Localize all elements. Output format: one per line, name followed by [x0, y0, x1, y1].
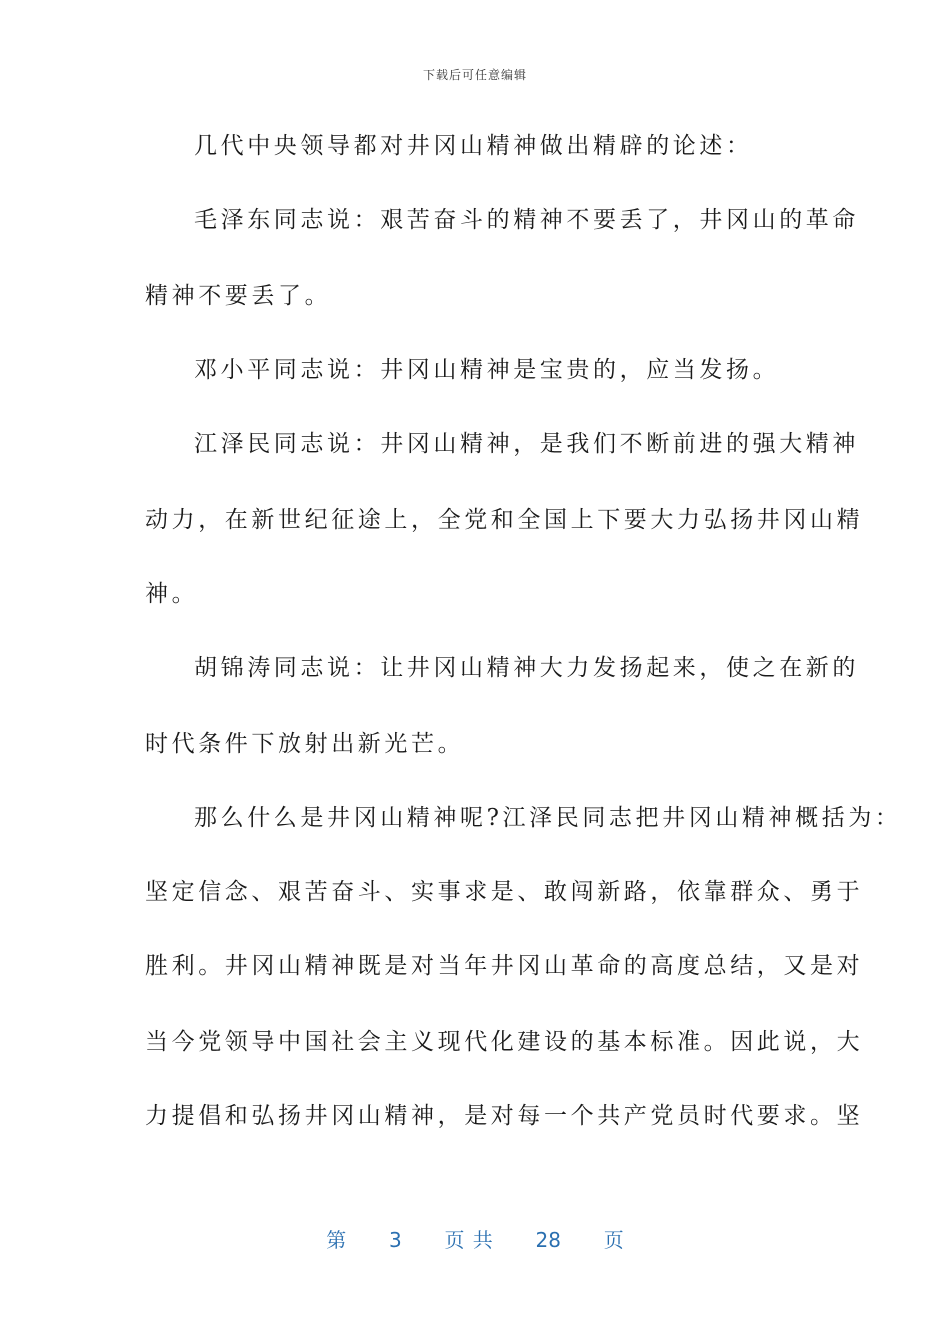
page-mid-label: 页 共: [444, 1228, 493, 1252]
text-line: 力提倡和弘扬井冈山精神，是对每一个共产党员时代要求。坚: [145, 1103, 864, 1129]
text-line: 毛泽东同志说：艰苦奋斗的精神不要丢了，井冈山的革命: [194, 207, 859, 233]
text-line: 坚定信念、艰苦奋斗、实事求是、敢闯新路，依靠群众、勇于: [145, 879, 864, 905]
text-line: 几代中央领导都对井冈山精神做出精辟的论述：: [194, 133, 753, 159]
text-line: 神。: [145, 581, 199, 607]
text-line: 时代条件下放射出新光芒。: [145, 731, 465, 757]
text-line: 江泽民同志说：井冈山精神，是我们不断前进的强大精神: [194, 431, 859, 457]
page-prefix: 第: [326, 1228, 347, 1252]
text-line: 邓小平同志说：井冈山精神是宝贵的，应当发扬。: [194, 357, 780, 383]
total-pages-number: 28: [535, 1228, 561, 1252]
text-line: 胜利。井冈山精神既是对当年井冈山革命的高度总结，又是对: [145, 953, 864, 979]
text-line: 胡锦涛同志说：让井冈山精神大力发扬起来，使之在新的: [194, 655, 859, 681]
text-line: 那么什么是井冈山精神呢?江泽民同志把井冈山精神概括为：: [194, 805, 902, 831]
download-note: 下载后可任意编辑: [422, 68, 527, 82]
text-line: 精神不要丢了。: [145, 283, 332, 309]
page-footer: [0, 1224, 950, 1253]
text-line: 动力，在新世纪征途上，全党和全国上下要大力弘扬井冈山精: [145, 507, 864, 533]
text-line: 当今党领导中国社会主义现代化建设的基本标准。因此说，大: [145, 1029, 864, 1055]
page-suffix: 页: [603, 1228, 624, 1252]
current-page-number: 3: [389, 1228, 402, 1252]
